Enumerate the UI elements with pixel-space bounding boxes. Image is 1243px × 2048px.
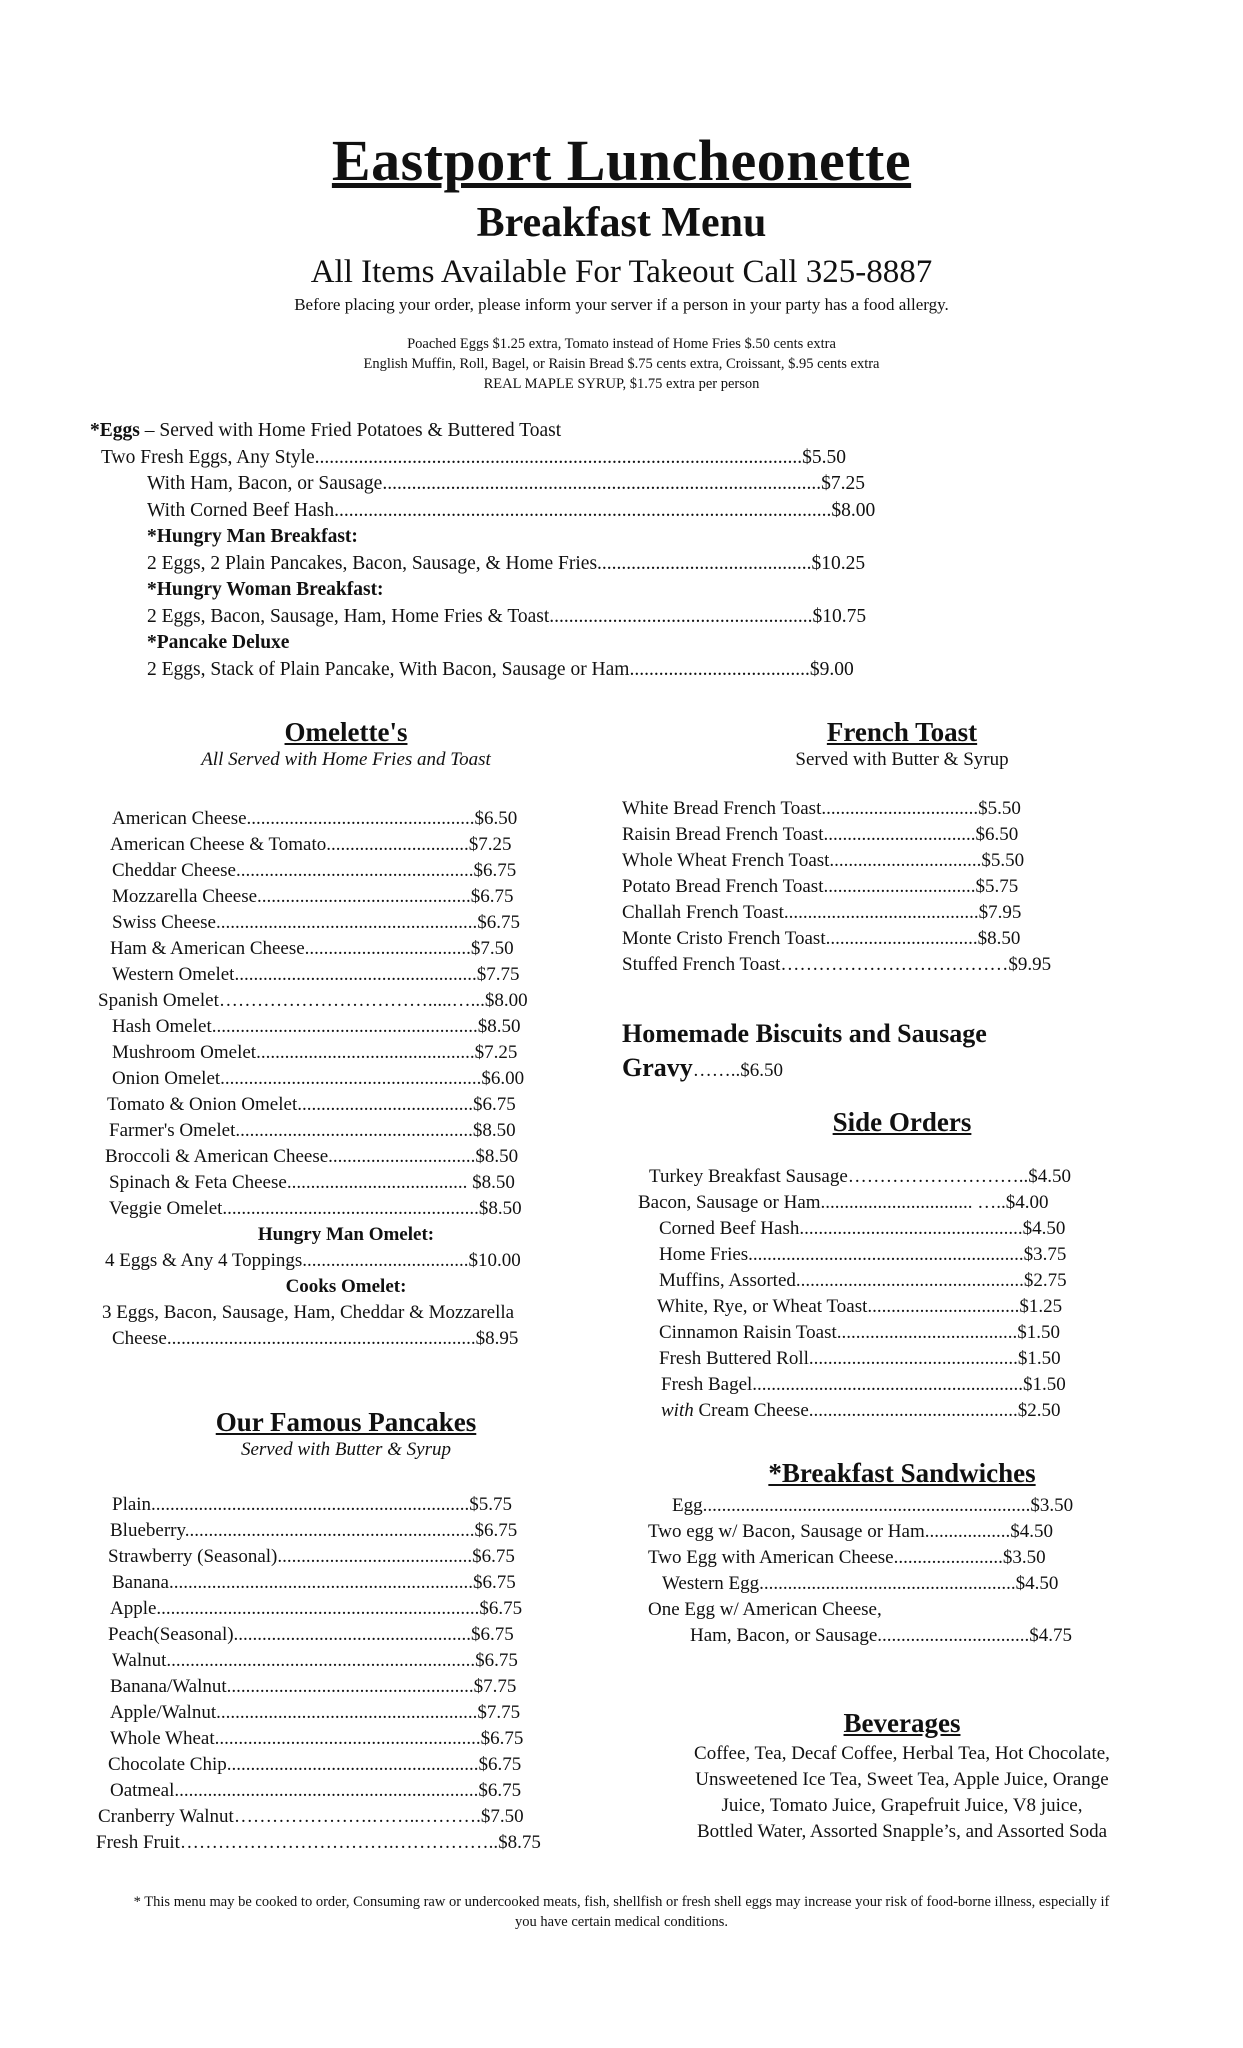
list-item: Turkey Breakfast Sausage………………………..$4.50 [649,1166,1072,1187]
pancakes-title: Our Famous Pancakes [215,1407,477,1437]
list-item: Fresh Buttered Roll............................................$1.50 [659,1348,1061,1369]
list-item: Raisin Bread French Toast................................$6.50 [622,824,1019,845]
list-item: Oatmeal................................................................$6.75 [110,1780,522,1801]
allergy-notice: Before placing your order, please inform your server if a person in your party has a food allergy. [294,295,949,314]
side-orders-title: Side Orders [832,1107,972,1137]
list-item: Strawberry (Seasonal).........................................$6.75 [108,1546,515,1567]
eggs-line: Two Fresh Eggs, Any Style....................................................................................................$5.50 [101,446,847,468]
omelettes-section [96,716,596,1352]
eggs-line: 2 Eggs, Bacon, Sausage, Ham, Home Fries & Toast......................................................$10.75 [147,605,867,627]
list-item: 4 Eggs & Any 4 Toppings...................................$10.00 [105,1250,521,1271]
list-item: Fresh Bagel.........................................................$1.50 [661,1374,1066,1395]
list-item: Broccoli & American Cheese...............................$8.50 [105,1146,519,1167]
list-item: Home Fries..........................................................$3.75 [659,1244,1067,1265]
list-item: Spanish Omelet…………………………….....…...$8.00 [98,990,528,1011]
consumer-advisory [60,1892,1183,1932]
breakfast-sandwiches-section [622,1457,1182,1649]
list-item: One Egg w/ American Cheese, [648,1599,882,1620]
list-item: Peach(Seasonal)..................................................$6.75 [108,1624,514,1645]
list-item: Cheddar Cheese..................................................$6.75 [112,860,517,881]
omelettes-subtitle: All Served with Home Fries and Toast [201,749,491,770]
list-item: Cranberry Walnut………………….……..……….$7.50 [98,1806,524,1827]
beverages-line: Unsweetened Ice Tea, Sweet Tea, Apple Juice, Orange [695,1769,1109,1790]
advisory-line: * This menu may be cooked to order, Consuming raw or undercooked meats, fish, shellfish or fresh shell eggs may increase your risk of food-borne illness, especially if [133,1894,1110,1910]
list-item: Mushroom Omelet..............................................$7.25 [112,1042,518,1063]
list-item: Stuffed French Toast………………………………$9.95 [622,954,1052,975]
side-orders-list [622,1164,1182,1424]
list-item: American Cheese................................................$6.50 [112,808,518,829]
list-item-italic: with [661,1400,694,1421]
list-item: Two Egg with American Cheese.......................$3.50 [648,1547,1046,1568]
extras-notes [0,334,1243,394]
list-item: Western Omelet...................................................$7.75 [112,964,520,985]
beverages-section [622,1707,1182,1845]
list-item: Ham, Bacon, or Sausage................................$4.75 [690,1625,1073,1646]
beverages-line: Juice, Tomato Juice, Grapefruit Juice, V8 juice, [721,1795,1083,1816]
list-item: Mozzarella Cheese.............................................$6.75 [112,886,514,907]
beverages-title: Beverages [843,1708,961,1738]
pancakes-subtitle: Served with Butter & Syrup [240,1439,452,1460]
list-item: American Cheese & Tomato..............................$7.25 [110,834,512,855]
eggs-line-hungry-woman: *Hungry Woman Breakfast: [147,579,384,600]
eggs-section [90,418,990,683]
list-item: Onion Omelet.......................................................$6.00 [112,1068,525,1089]
side-orders-section [622,1106,1182,1424]
biscuits-section [622,1017,1182,1088]
list-item: Ham & American Cheese...................................$7.50 [110,938,514,959]
list-item: Blueberry.............................................................$6.75 [110,1520,518,1541]
list-item: Muffins, Assorted................................................$2.75 [659,1270,1067,1291]
list-item: Corned Beef Hash...............................................$4.50 [659,1218,1066,1239]
list-item: Banana/Walnut....................................................$7.75 [110,1676,517,1697]
list-item: Two egg w/ Bacon, Sausage or Ham..................$4.50 [648,1521,1053,1542]
beverages-list [622,1741,1182,1845]
pancakes-section [96,1406,596,1856]
pancakes-list [96,1492,596,1856]
eggs-line: With Corned Beef Hash......................................................................................................$8.00 [147,499,876,521]
eggs-heading-desc: – Served with Home Fried Potatoes & Buttered Toast [139,420,562,441]
list-item: Farmer's Omelet..................................................$8.50 [109,1120,516,1141]
menu-header [0,128,1243,394]
list-item: Western Egg......................................................$4.50 [662,1573,1059,1594]
list-item-rest: Cream Cheese............................................$2.50 [693,1400,1061,1421]
list-item: Hash Omelet........................................................$8.50 [112,1016,521,1037]
list-item [622,1398,1182,1424]
biscuits-line2: Gravy [622,1053,693,1082]
list-item: Cinnamon Raisin Toast......................................$1.50 [659,1322,1061,1343]
advisory-line: you have certain medical conditions. [515,1914,728,1930]
eggs-heading-label: *Eggs [90,420,140,441]
list-item: Plain...................................................................$5.75 [112,1494,513,1515]
list-item: Tomato & Onion Omelet.....................................$6.75 [107,1094,516,1115]
breakfast-sandwiches-list [622,1493,1182,1649]
eggs-line-pancake-deluxe: *Pancake Deluxe [147,632,290,653]
omelettes-list [96,806,596,1352]
menu-subtitle: Breakfast Menu [476,200,767,246]
beverages-line: Coffee, Tea, Decaf Coffee, Herbal Tea, Hot Chocolate, [694,1743,1110,1764]
french-toast-list [622,796,1182,978]
list-item: Whole Wheat........................................................$6.75 [110,1728,524,1749]
list-item: Veggie Omelet......................................................$8.50 [109,1198,522,1219]
hungry-man-omelet-title: Hungry Man Omelet: [257,1224,435,1245]
cooks-omelet-title: Cooks Omelet: [285,1276,407,1297]
list-item: 3 Eggs, Bacon, Sausage, Ham, Cheddar & Mozzarella [102,1302,515,1323]
biscuits-price: ……..$6.50 [692,1060,784,1081]
eggs-line: 2 Eggs, 2 Plain Pancakes, Bacon, Sausage, & Home Fries............................................$10.25 [147,552,866,574]
list-item: Spinach & Feta Cheese...................................... $8.50 [109,1172,515,1193]
eggs-heading [90,418,990,445]
list-item: Swiss Cheese.......................................................$6.75 [112,912,520,933]
list-item: Bacon, Sausage or Ham................................ …..$4.00 [638,1192,1049,1213]
list-item: Apple/Walnut.......................................................$7.75 [110,1702,521,1723]
biscuits-line1: Homemade Biscuits and Sausage [622,1019,987,1048]
extras-line: English Muffin, Roll, Bagel, or Raisin Bread $.75 cents extra, Croissant, $.95 cents extra [363,356,880,372]
restaurant-title: Eastport Luncheonette [331,128,912,193]
breakfast-sandwiches-title: *Breakfast Sandwiches [768,1458,1036,1488]
eggs-line: With Ham, Bacon, or Sausage..........................................................................................$7.25 [147,473,865,494]
french-toast-title: French Toast [826,717,978,747]
french-toast-subtitle: Served with Butter & Syrup [795,749,1009,770]
extras-line: REAL MAPLE SYRUP, $1.75 extra per person [483,376,760,392]
list-item: Challah French Toast.........................................$7.95 [622,902,1022,923]
list-item: Banana................................................................$6.75 [112,1572,516,1593]
list-item: Egg.....................................................................$3.50 [672,1495,1074,1516]
takeout-phone-line: All Items Available For Takeout Call 325-8887 [310,254,933,290]
list-item: Fresh Fruit…………………………….……………..$8.75 [96,1832,541,1853]
omelettes-title: Omelette's [284,717,408,747]
list-item: Walnut.................................................................$6.75 [112,1650,518,1671]
eggs-line: 2 Eggs, Stack of Plain Pancake, With Bacon, Sausage or Ham.....................................$9.00 [147,658,854,680]
extras-line: Poached Eggs $1.25 extra, Tomato instead of Home Fries $.50 cents extra [407,336,836,352]
list-item: Monte Cristo French Toast................................$8.50 [622,928,1021,949]
list-item: Apple....................................................................$6.75 [110,1598,523,1619]
list-item: Whole Wheat French Toast................................$5.50 [622,850,1025,871]
list-item: Cheese.................................................................$8.95 [112,1328,519,1349]
list-item: Potato Bread French Toast................................$5.75 [622,876,1019,897]
list-item: Chocolate Chip.....................................................$6.75 [108,1754,522,1775]
eggs-line-hungry-man: *Hungry Man Breakfast: [147,526,358,547]
list-item: White Bread French Toast.................................$5.50 [622,798,1021,819]
beverages-line: Bottled Water, Assorted Snapple’s, and Assorted Soda [696,1821,1108,1842]
list-item: White, Rye, or Wheat Toast................................$1.25 [657,1296,1063,1317]
french-toast-section [622,716,1182,978]
